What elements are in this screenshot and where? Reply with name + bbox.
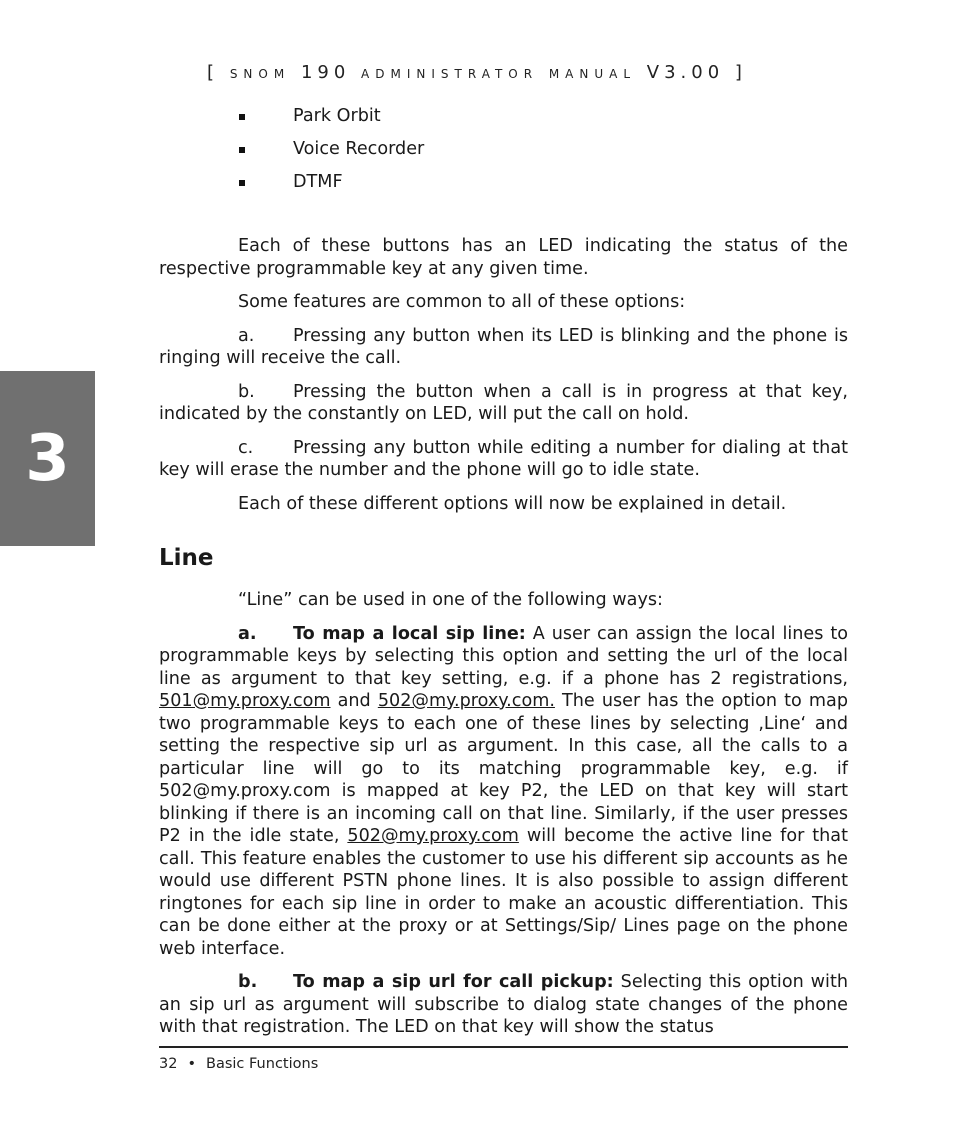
- square-bullet-icon: [239, 180, 245, 186]
- square-bullet-icon: [239, 147, 245, 153]
- item-label: b.: [238, 381, 255, 402]
- line-option-a: [159, 623, 848, 961]
- header-version: V3.00: [646, 62, 725, 83]
- square-bullet-icon: [239, 114, 245, 120]
- item-text: Pressing any button when its LED is blinking and the phone is ringing will receive the call.: [159, 325, 848, 368]
- option-label: a.: [238, 623, 257, 644]
- footer-divider: [159, 1046, 848, 1048]
- item-label: a.: [238, 325, 255, 346]
- header-model: 190: [300, 62, 351, 83]
- paragraph-explained: Each of these different options will now be explained in detail.: [238, 493, 787, 514]
- option-text: and: [330, 691, 378, 711]
- bullet-text: Voice Recorder: [293, 139, 425, 159]
- option-text: The user has the option to map two programmable keys to each one of these lines by selecting ‚Line‘ and setting the respective sip url as argument. In this case, all the calls to a particular line will go to its matching programmable key, e.g. if 502@my.proxy.com is mapped at key P2, the LED on that key will start blinking if there is an incoming call on that line. Similarly, if the user presses P2 in the idle state,: [159, 691, 848, 846]
- sip-url-link[interactable]: 501@my.proxy.com: [159, 691, 331, 711]
- option-text: will become the active line for that call. This feature enables the customer to use his different sip accounts as he would use different PSTN phone lines. It is also possible to assign different ringtones for each sip line in order to make an acoustic differentiation. This can be done either at the proxy or at Settings/Sip/ Lines page on the phone web interface.: [159, 826, 848, 959]
- header-word-manual: MANUAL: [548, 67, 637, 81]
- list-item-a: [159, 325, 848, 370]
- bullet-text: DTMF: [293, 172, 343, 192]
- list-item: [159, 104, 848, 137]
- sip-url-link[interactable]: 502@my.proxy.com: [347, 826, 519, 846]
- header-product: SNOM: [229, 67, 291, 81]
- section-heading-line: Line: [159, 545, 214, 571]
- list-item: [159, 170, 848, 203]
- list-item: [159, 137, 848, 170]
- item-label: c.: [238, 437, 254, 458]
- list-item-b: [159, 381, 848, 426]
- chapter-tab: [0, 371, 95, 546]
- page-footer: [159, 1056, 318, 1072]
- item-text: Pressing the button when a call is in progress at that key, indicated by the constantly on LED, will put the call on hold.: [159, 381, 848, 424]
- running-header: [0, 62, 954, 83]
- bullet-text: Park Orbit: [293, 106, 381, 126]
- option-label: b.: [238, 972, 258, 992]
- item-text: Pressing any button while editing a number for dialing at that key will erase the number and the phone will go to idle state.: [159, 437, 848, 480]
- header-bracket-open: [: [207, 62, 220, 83]
- option-text: Selecting this option with an sip url as argument will subscribe to dialog state changes of the phone with that registration. The LED on that key will show the status: [159, 972, 848, 1037]
- sip-url-link[interactable]: 502@my.proxy.com.: [377, 691, 555, 711]
- chapter-number: 3: [25, 421, 70, 496]
- page-number: 32: [159, 1056, 178, 1072]
- option-title: To map a sip url for call pickup:: [293, 972, 614, 992]
- line-option-b: [159, 971, 848, 1039]
- header-bracket-close: ]: [734, 62, 747, 83]
- header-word-administrator: ADMINISTRATOR: [361, 67, 539, 81]
- list-item-c: [159, 437, 848, 482]
- page-body: [159, 104, 848, 1050]
- option-title: To map a local sip line:: [293, 623, 526, 644]
- paragraph-led-status: Each of these buttons has an LED indicating the status of the respective programmable key at any given time.: [159, 236, 848, 279]
- footer-separator: •: [187, 1056, 197, 1072]
- paragraph-line-intro: “Line” can be used in one of the following ways:: [238, 590, 663, 610]
- footer-section-title: Basic Functions: [206, 1056, 319, 1072]
- feature-bullet-list: [159, 104, 848, 203]
- paragraph-common-features: Some features are common to all of these options:: [238, 292, 686, 312]
- option-text: A user can assign the local lines to programmable keys by selecting this option and setting the url of the local line as argument to that key setting, e.g. if a phone has 2 registrations,: [159, 623, 848, 689]
